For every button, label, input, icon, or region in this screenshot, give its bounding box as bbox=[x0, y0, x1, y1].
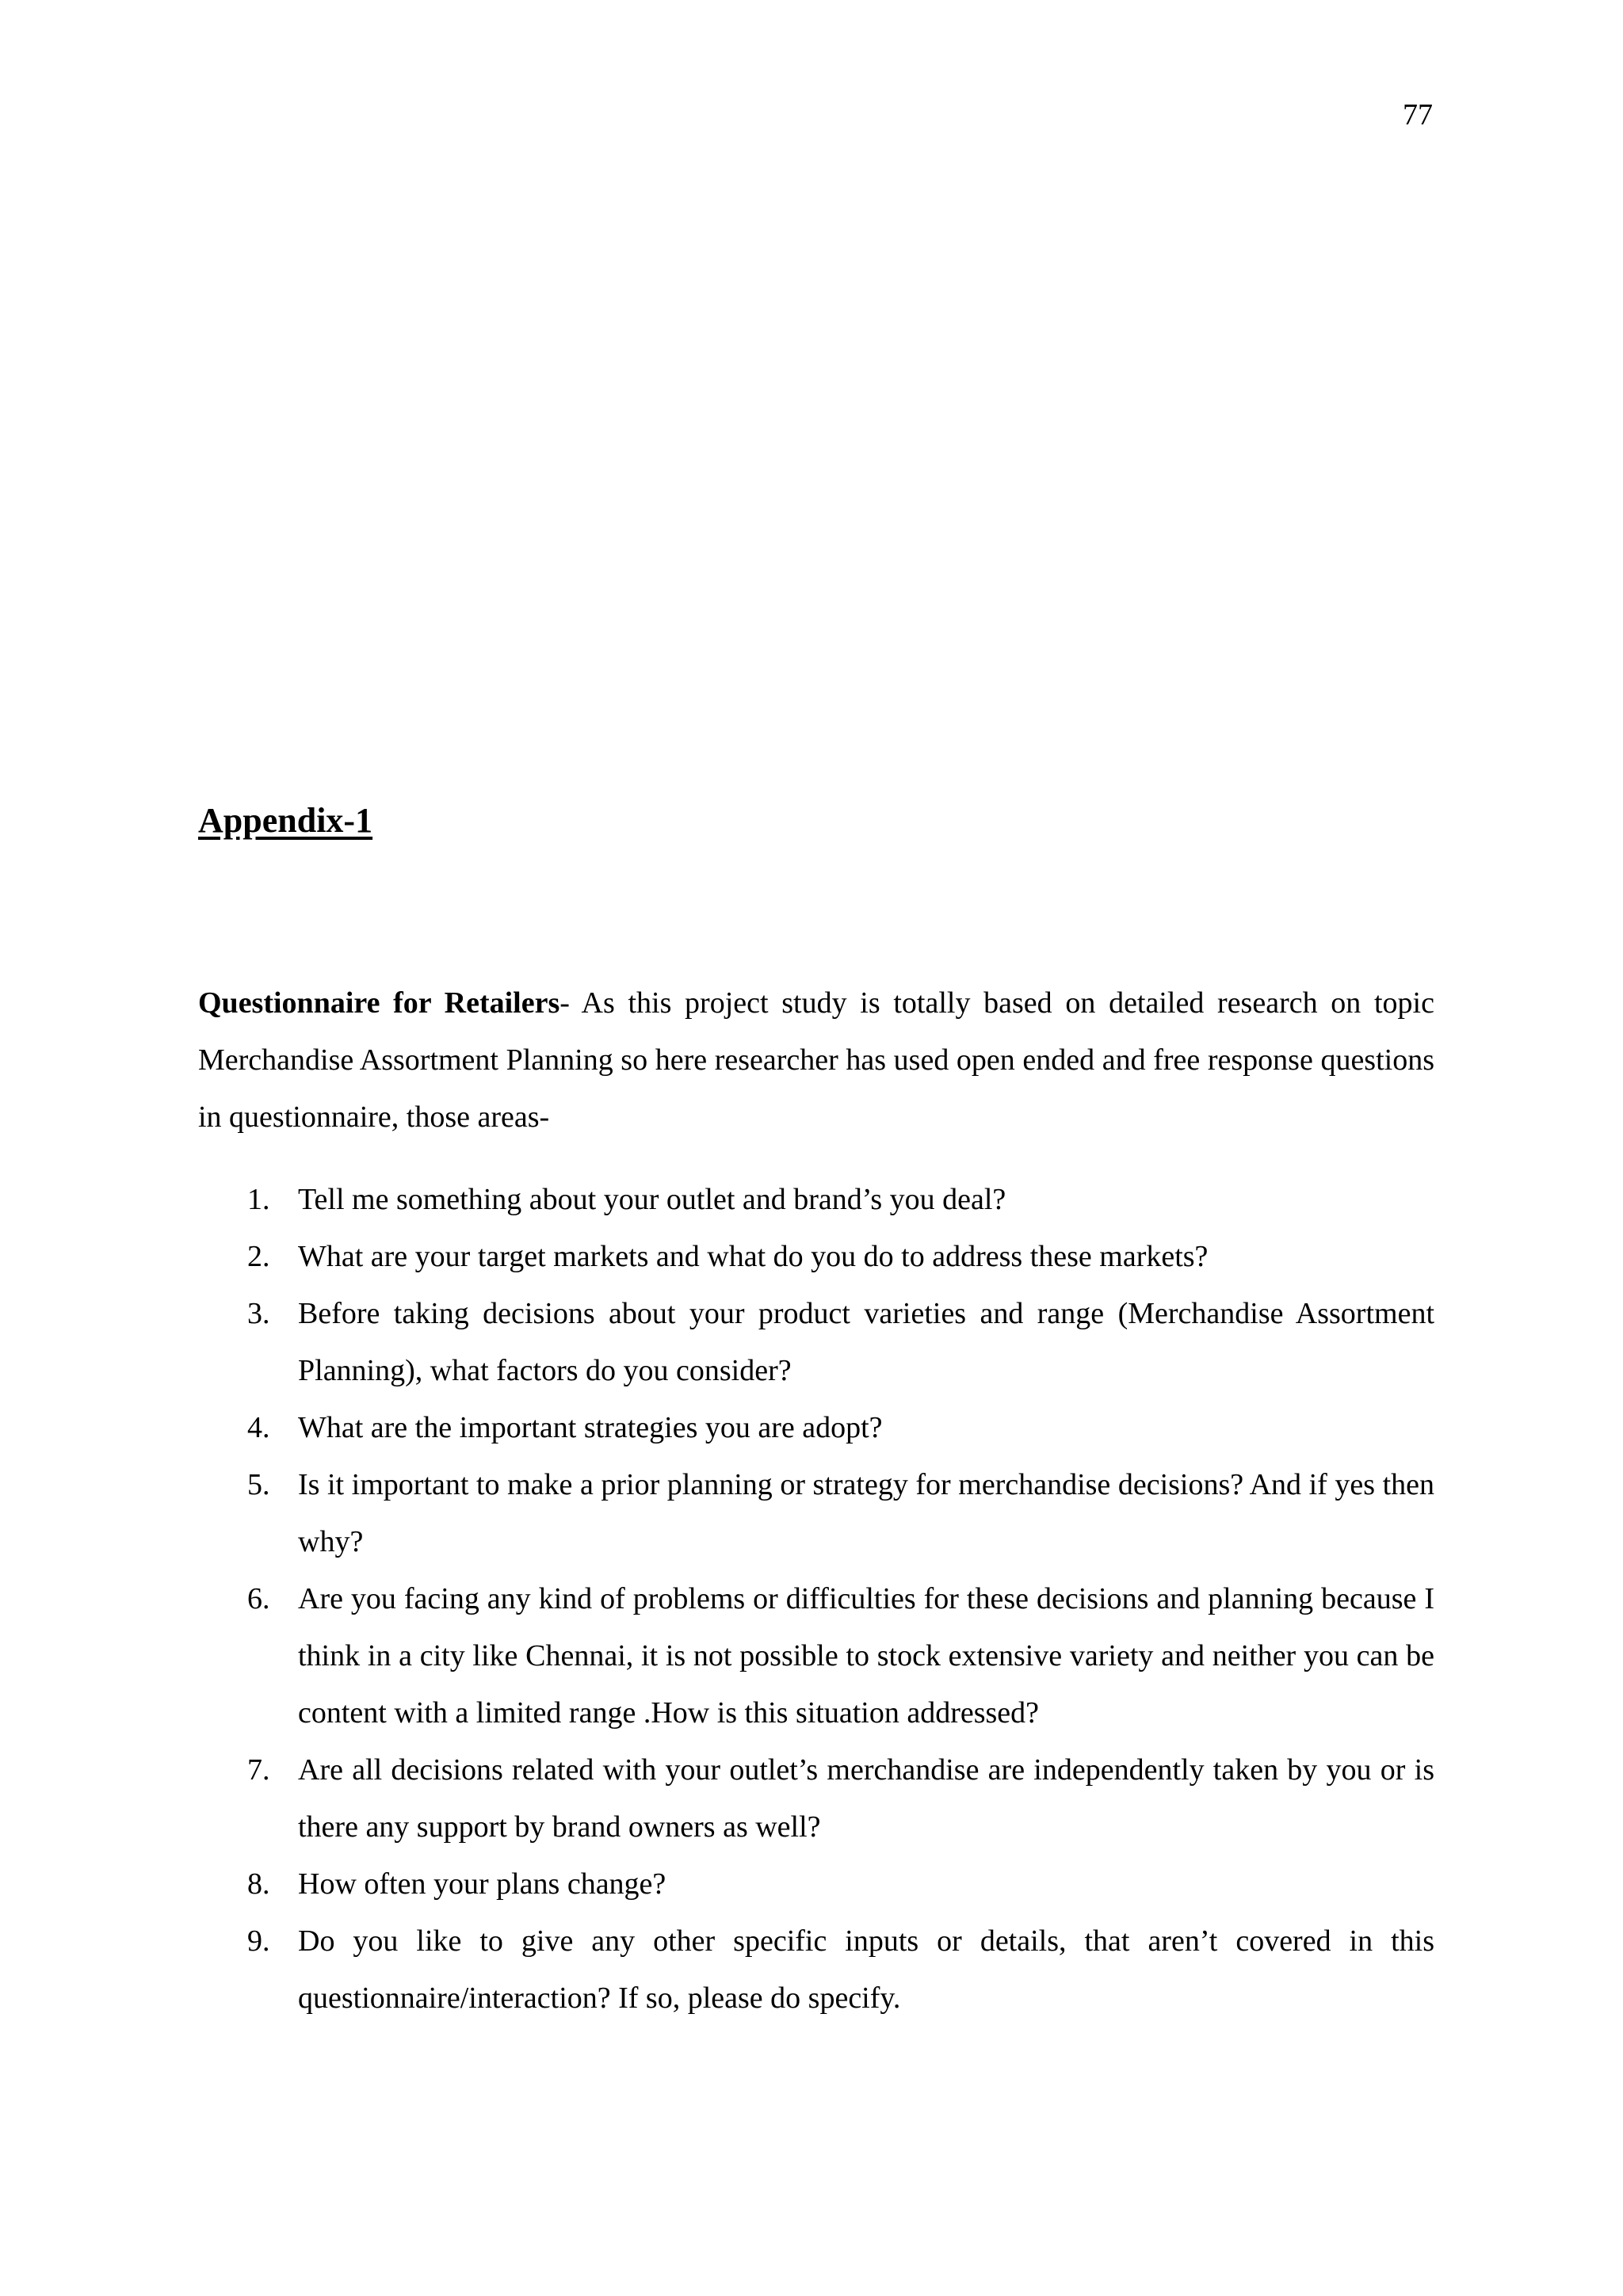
question-number: 7. bbox=[247, 1753, 270, 1787]
question-text: What are your target markets and what do you do to address these markets? bbox=[298, 1240, 1209, 1273]
list-item bbox=[198, 1741, 1434, 1855]
question-list bbox=[198, 1171, 1434, 2027]
list-item bbox=[198, 1913, 1434, 2027]
question-text: Tell me something about your outlet and brand’s you deal? bbox=[298, 1183, 1006, 1216]
question-number: 8. bbox=[247, 1867, 270, 1901]
question-number: 4. bbox=[247, 1411, 270, 1444]
list-item bbox=[198, 1570, 1434, 1741]
question-text: Is it important to make a prior planning or strategy for merchandise decisions? And if yes then why? bbox=[298, 1468, 1434, 1558]
question-number: 9. bbox=[247, 1924, 270, 1958]
question-number: 6. bbox=[247, 1582, 270, 1615]
question-text: How often your plans change? bbox=[298, 1867, 666, 1901]
list-item bbox=[198, 1228, 1434, 1285]
question-number: 1. bbox=[247, 1183, 270, 1216]
list-item bbox=[198, 1399, 1434, 1456]
list-item bbox=[198, 1855, 1434, 1913]
list-item bbox=[198, 1171, 1434, 1228]
appendix-heading: Appendix-1 bbox=[198, 801, 373, 840]
list-item bbox=[198, 1285, 1434, 1399]
question-text: What are the important strategies you are adopt? bbox=[298, 1411, 883, 1444]
question-number: 2. bbox=[247, 1240, 270, 1273]
question-text: Before taking decisions about your product varieties and range (Merchandise Assortment Planning), what factors do you consider? bbox=[298, 1297, 1434, 1387]
intro-paragraph bbox=[198, 974, 1434, 1146]
intro-lead: Questionnaire for Retailers bbox=[198, 986, 560, 1020]
question-text: Do you like to give any other specific inputs or details, that aren’t covered in this questionnaire/interaction? If so, please do specify. bbox=[298, 1924, 1434, 2015]
list-item bbox=[198, 1456, 1434, 1570]
question-number: 3. bbox=[247, 1297, 270, 1330]
question-text: Are you facing any kind of problems or difficulties for these decisions and planning because I think in a city like Chennai, it is not possible to stock extensive variety and neither you can be content with a limited range .How is this situation addressed? bbox=[298, 1582, 1434, 1730]
question-text: Are all decisions related with your outlet’s merchandise are independently taken by you or is there any support by brand owners as well? bbox=[298, 1753, 1434, 1844]
question-number: 5. bbox=[247, 1468, 270, 1501]
intro-text: - As this project study is totally based on detailed research on topic Merchandise Assortment Planning so here researcher has used open ended and free response questions in questionnaire, those areas- bbox=[198, 986, 1434, 1134]
page-number: 77 bbox=[1403, 98, 1433, 132]
